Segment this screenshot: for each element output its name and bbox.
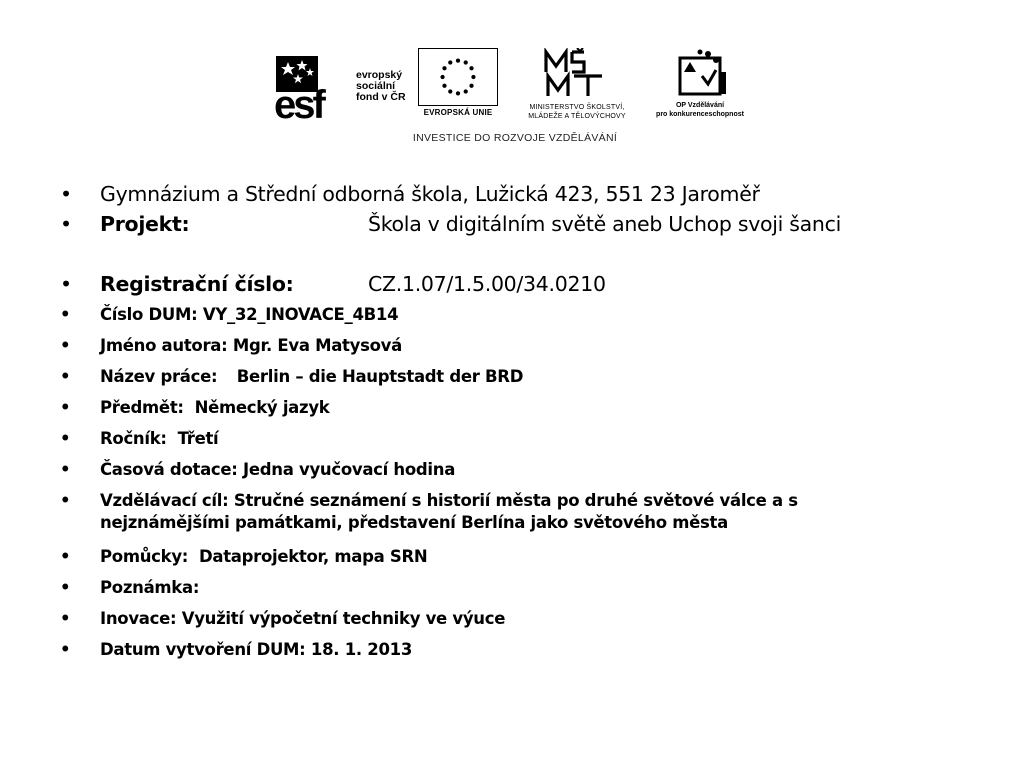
msmt-line: MINISTERSTVO ŠKOLSTVÍ, <box>529 104 625 111</box>
grade-text: Ročník: Třetí <box>100 429 219 448</box>
op-mark-icon <box>672 48 728 102</box>
list-item-project <box>58 210 958 270</box>
title-value: Berlin – die Hauptstadt der BRD <box>236 367 524 386</box>
bullet: • <box>60 272 72 296</box>
esf-line: sociální <box>356 80 396 92</box>
list-item-innovation <box>58 608 958 639</box>
list-item-dum <box>58 304 958 335</box>
msmt-line: MLÁDEŽE A TĚLOVÝCHOVY <box>528 113 626 120</box>
bullet: • <box>60 367 71 386</box>
bullet: • <box>60 429 71 448</box>
aids-text: Pomůcky: Dataprojektor, mapa SRN <box>100 547 428 566</box>
msmt-mark-icon <box>542 48 608 100</box>
registration-value: CZ.1.07/1.5.00/34.0210 <box>368 272 606 296</box>
list-item-author <box>58 335 958 366</box>
op-line: pro konkurenceschopnost <box>656 111 744 118</box>
logo-banner <box>270 44 760 148</box>
list-item-registration <box>58 270 958 304</box>
bullet: • <box>60 305 71 324</box>
title-label: Název práce: <box>100 367 218 386</box>
list-item-title <box>58 366 958 397</box>
bullet: • <box>60 609 71 628</box>
bullet: • <box>60 460 71 479</box>
esf-line: fond v ČR <box>356 91 406 103</box>
list-item-date <box>58 639 958 670</box>
date-text: Datum vytvoření DUM: 18. 1. 2013 <box>100 640 413 659</box>
note-text: Poznámka: <box>100 578 200 597</box>
time-text: Časová dotace: Jedna vyučovací hodina <box>100 460 456 479</box>
msmt-logo <box>506 48 648 128</box>
eu-logo <box>418 48 500 122</box>
esf-logo <box>274 50 412 122</box>
bullet: • <box>60 578 71 597</box>
bullet: • <box>60 547 71 566</box>
svg-text:esf: esf <box>274 83 323 122</box>
bullet: • <box>60 182 72 206</box>
school-text: Gymnázium a Střední odborná škola, Lužická 423, 551 23 Jaroměř <box>100 182 760 206</box>
registration-label: Registrační číslo: <box>100 272 294 296</box>
list-item-grade <box>58 428 958 459</box>
esf-line: evropský <box>356 69 403 81</box>
list-item-time <box>58 459 958 490</box>
goal-line: Vzdělávací cíl: Stručné seznámení s historií města po druhé světové válce a s <box>100 491 798 510</box>
bullet: • <box>60 491 71 510</box>
op-logo <box>652 48 748 128</box>
esf-mark-icon <box>274 54 352 122</box>
list-item-note <box>58 577 958 608</box>
list-item-subject <box>58 397 958 428</box>
author-text: Jméno autora: Mgr. Eva Matysová <box>100 336 402 355</box>
list-item-goal <box>58 490 958 546</box>
list-item-aids <box>58 546 958 577</box>
list-item-school <box>58 180 958 210</box>
goal-line: nejznámějšími památkami, představení Berlína jako světového města <box>100 513 728 532</box>
bullet: • <box>60 640 71 659</box>
project-value: Škola v digitálním světě aneb Uchop svoji šanci <box>368 212 841 236</box>
eu-flag-icon <box>418 48 498 106</box>
bullet: • <box>60 212 72 236</box>
innovation-text: Inovace: Využití výpočetní techniky ve výuce <box>100 609 506 628</box>
subject-text: Předmět: Německý jazyk <box>100 398 330 417</box>
bullet: • <box>60 398 71 417</box>
funding-tagline: INVESTICE DO ROZVOJE VZDĚLÁVÁNÍ <box>412 132 618 144</box>
esf-text <box>356 70 406 103</box>
dum-text: Číslo DUM: VY_32_INOVACE_4B14 <box>100 305 399 324</box>
info-list <box>58 180 958 670</box>
project-label: Projekt: <box>100 212 190 236</box>
bullet: • <box>60 336 71 355</box>
op-line: OP Vzdělávání <box>675 102 725 109</box>
eu-label: EVROPSKÁ UNIE <box>423 108 493 117</box>
